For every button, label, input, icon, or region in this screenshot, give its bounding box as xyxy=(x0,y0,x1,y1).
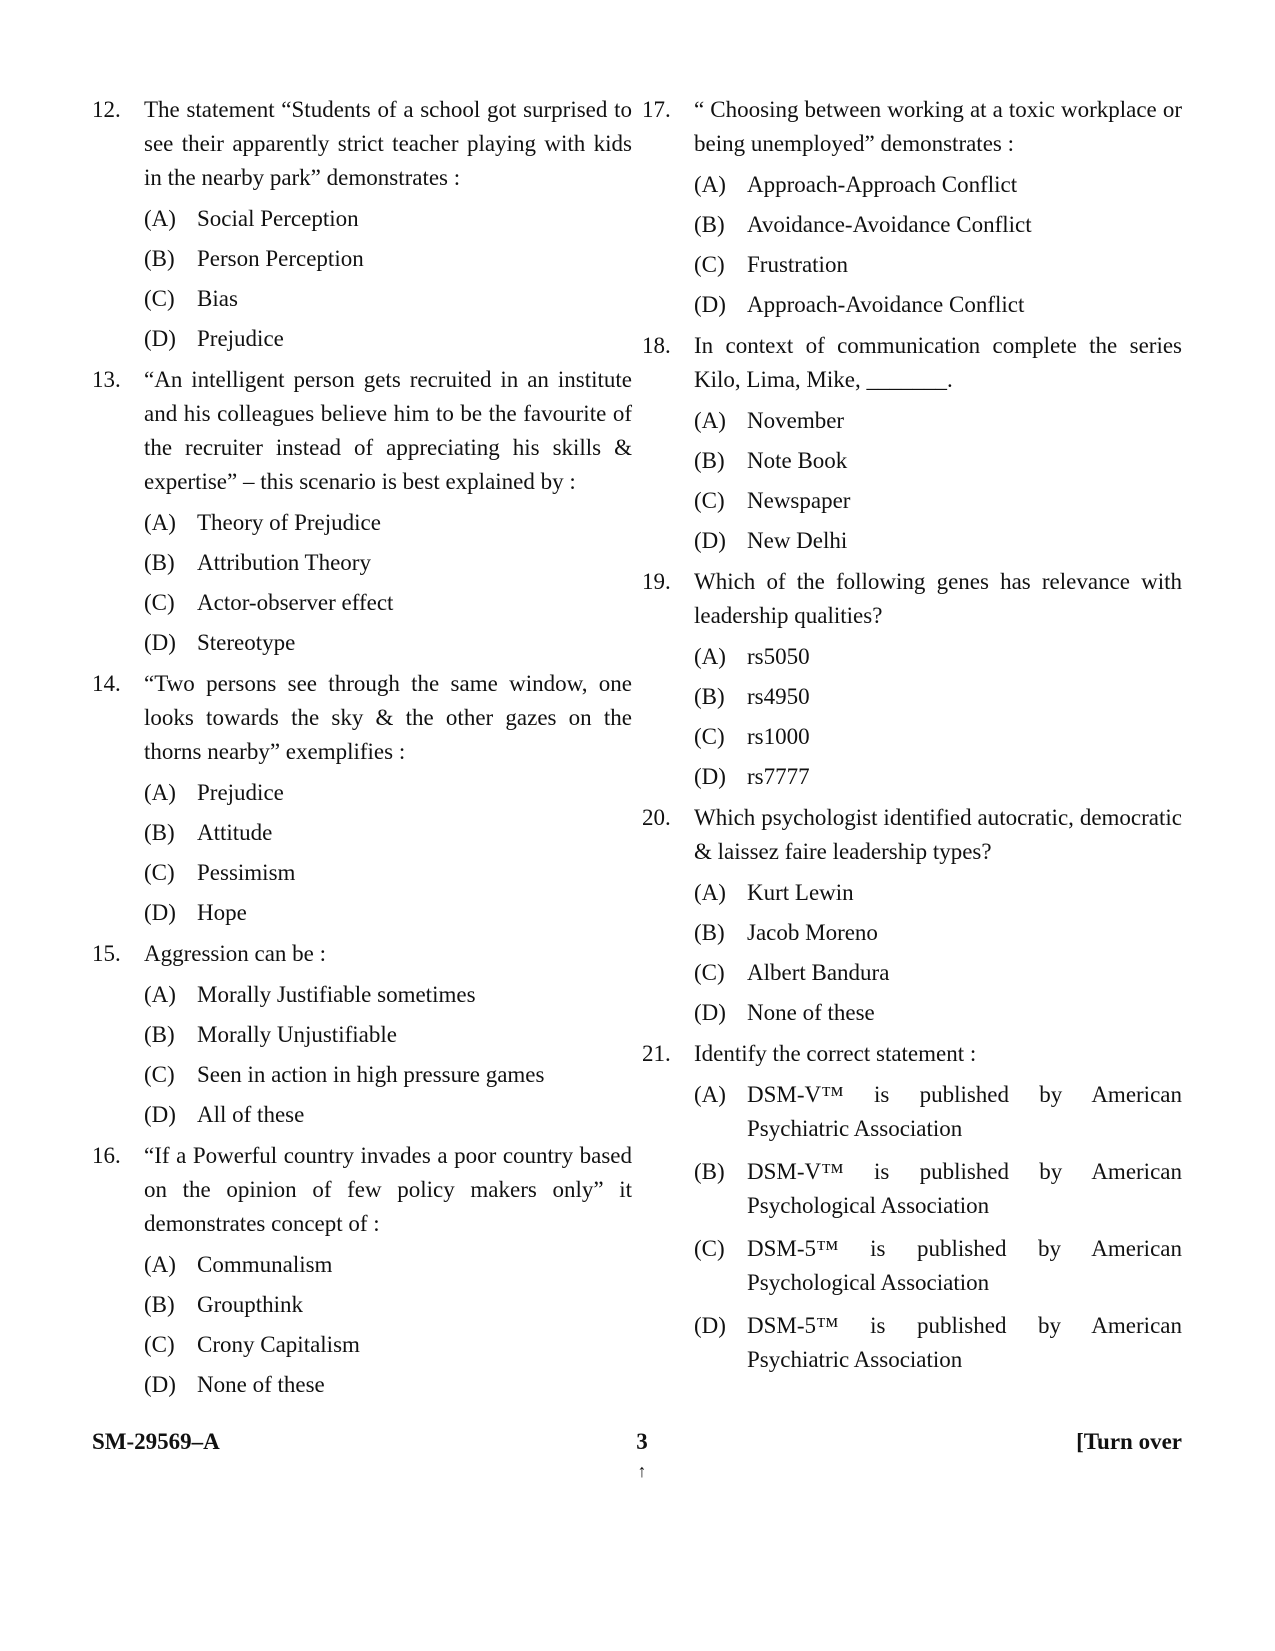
left-column xyxy=(92,93,632,1409)
option-c xyxy=(694,481,1182,521)
options-list xyxy=(144,773,632,933)
option-b xyxy=(144,813,632,853)
option-text: DSM-5™ is published by American Psychiatric Association xyxy=(747,1313,1182,1372)
option-c xyxy=(144,1055,632,1095)
option-a xyxy=(694,637,1182,677)
question-21 xyxy=(642,1037,1182,1383)
question-19 xyxy=(642,565,1182,797)
question-text: “An intelligent person gets recruited in an institute and his colleagues believe him to be the favourite of the recruiter instead of appreciating his skills & expertise” – this scenario is best explained by : xyxy=(144,367,632,494)
option-text: Jacob Moreno xyxy=(747,920,878,945)
option-d xyxy=(694,1306,1182,1383)
option-text: All of these xyxy=(197,1102,305,1127)
question-number: 21. xyxy=(642,1041,671,1066)
option-text: Prejudice xyxy=(197,326,284,351)
question-stem xyxy=(642,329,1182,397)
option-label: (A) xyxy=(694,644,726,669)
option-label: (B) xyxy=(144,820,175,845)
option-text: Approach-Approach Conflict xyxy=(747,172,1018,197)
option-text: None of these xyxy=(747,1000,875,1025)
option-d xyxy=(144,1095,632,1135)
option-d xyxy=(694,285,1182,325)
option-text: DSM-5™ is published by American Psychological Association xyxy=(747,1236,1182,1295)
question-13 xyxy=(92,363,632,663)
option-text: rs1000 xyxy=(747,724,810,749)
option-label: (C) xyxy=(144,590,175,615)
option-label: (A) xyxy=(694,408,726,433)
question-number: 15. xyxy=(92,941,121,966)
question-number: 16. xyxy=(92,1143,121,1168)
option-d xyxy=(694,757,1182,797)
option-label: (B) xyxy=(694,684,725,709)
question-text: Which of the following genes has relevance with leadership qualities? xyxy=(694,569,1182,628)
option-text: rs7777 xyxy=(747,764,810,789)
option-c xyxy=(694,1229,1182,1306)
option-a xyxy=(144,773,632,813)
question-stem xyxy=(642,1037,1182,1071)
question-text: Aggression can be : xyxy=(144,941,327,966)
option-b xyxy=(144,1285,632,1325)
option-c xyxy=(144,1325,632,1365)
turn-over-label: [Turn over xyxy=(1076,1429,1182,1454)
option-label: (B) xyxy=(144,1292,175,1317)
option-a xyxy=(694,165,1182,205)
option-c xyxy=(144,583,632,623)
up-arrow-icon: ↑ xyxy=(637,1461,647,1481)
option-label: (D) xyxy=(144,1372,176,1397)
option-d xyxy=(694,521,1182,561)
question-text: “If a Powerful country invades a poor country based on the opinion of few policy makers only” it demonstrates concept of : xyxy=(144,1143,632,1236)
option-label: (C) xyxy=(694,1236,725,1261)
option-d xyxy=(144,1365,632,1405)
option-c xyxy=(694,953,1182,993)
option-text: Theory of Prejudice xyxy=(197,510,381,535)
option-text: Hope xyxy=(197,900,247,925)
option-a xyxy=(694,401,1182,441)
option-label: (B) xyxy=(694,448,725,473)
option-text: New Delhi xyxy=(747,528,848,553)
option-text: Crony Capitalism xyxy=(197,1332,360,1357)
options-list xyxy=(694,637,1182,797)
option-text: Prejudice xyxy=(197,780,284,805)
question-stem xyxy=(92,1139,632,1241)
option-a xyxy=(144,975,632,1015)
option-d xyxy=(144,623,632,663)
option-c xyxy=(144,279,632,319)
option-label: (D) xyxy=(694,764,726,789)
option-label: (C) xyxy=(144,286,175,311)
option-label: (D) xyxy=(694,528,726,553)
question-17 xyxy=(642,93,1182,325)
question-15 xyxy=(92,937,632,1135)
option-text: DSM-V™ is published by American Psychiatric Association xyxy=(747,1082,1182,1141)
option-label: (D) xyxy=(694,1313,726,1338)
option-text: Actor-observer effect xyxy=(197,590,394,615)
question-number: 18. xyxy=(642,333,671,358)
question-text: The statement “Students of a school got surprised to see their apparently strict teacher playing with kids in the nearby park” demonstrates : xyxy=(144,97,632,190)
option-label: (A) xyxy=(144,1252,176,1277)
options-list xyxy=(144,503,632,663)
question-stem xyxy=(642,801,1182,869)
option-label: (C) xyxy=(144,860,175,885)
option-b xyxy=(144,1015,632,1055)
option-label: (D) xyxy=(144,1102,176,1127)
question-18 xyxy=(642,329,1182,561)
option-label: (D) xyxy=(694,1000,726,1025)
options-list xyxy=(144,199,632,359)
right-column xyxy=(642,93,1182,1387)
option-a xyxy=(144,503,632,543)
option-label: (A) xyxy=(144,780,176,805)
option-label: (C) xyxy=(144,1062,175,1087)
question-text: In context of communication complete the series Kilo, Lima, Mike, _______. xyxy=(694,333,1182,392)
option-c xyxy=(694,245,1182,285)
option-label: (B) xyxy=(144,246,175,271)
question-stem xyxy=(92,363,632,499)
option-a xyxy=(144,1245,632,1285)
question-12 xyxy=(92,93,632,359)
question-text: Identify the correct statement : xyxy=(694,1041,977,1066)
options-list xyxy=(694,401,1182,561)
option-d xyxy=(694,993,1182,1033)
option-text: Albert Bandura xyxy=(747,960,890,985)
option-b xyxy=(694,205,1182,245)
option-label: (A) xyxy=(144,206,176,231)
option-text: rs4950 xyxy=(747,684,810,709)
question-number: 20. xyxy=(642,805,671,830)
option-label: (D) xyxy=(144,326,176,351)
option-text: Approach-Avoidance Conflict xyxy=(747,292,1025,317)
option-label: (C) xyxy=(694,724,725,749)
option-text: Attitude xyxy=(197,820,273,845)
option-text: Bias xyxy=(197,286,238,311)
option-label: (C) xyxy=(694,488,725,513)
option-label: (D) xyxy=(144,630,176,655)
option-c xyxy=(144,853,632,893)
option-text: Person Perception xyxy=(197,246,364,271)
option-label: (B) xyxy=(694,920,725,945)
option-text: Note Book xyxy=(747,448,848,473)
option-text: Groupthink xyxy=(197,1292,304,1317)
question-14 xyxy=(92,667,632,933)
option-a xyxy=(144,199,632,239)
option-label: (A) xyxy=(144,982,176,1007)
options-list xyxy=(694,873,1182,1033)
question-16 xyxy=(92,1139,632,1405)
option-label: (D) xyxy=(694,292,726,317)
paper-code: SM-29569–A xyxy=(92,1429,220,1454)
option-label: (D) xyxy=(144,900,176,925)
question-text: “Two persons see through the same window, one looks towards the sky & the other gazes on the thorns nearby” exemplifies : xyxy=(144,671,632,764)
option-b xyxy=(144,543,632,583)
option-label: (B) xyxy=(144,1022,175,1047)
option-label: (B) xyxy=(694,1159,725,1184)
question-text: “ Choosing between working at a toxic workplace or being unemployed” demonstrates : xyxy=(694,97,1182,156)
option-text: Newspaper xyxy=(747,488,851,513)
option-b xyxy=(144,239,632,279)
page-number: 3 xyxy=(636,1429,648,1454)
option-text: Seen in action in high pressure games xyxy=(197,1062,545,1087)
option-a xyxy=(694,1075,1182,1152)
question-stem xyxy=(642,93,1182,161)
option-b xyxy=(694,677,1182,717)
option-label: (C) xyxy=(694,960,725,985)
question-stem xyxy=(92,937,632,971)
option-b xyxy=(694,441,1182,481)
option-label: (B) xyxy=(694,212,725,237)
option-label: (C) xyxy=(694,252,725,277)
option-c xyxy=(694,717,1182,757)
option-label: (B) xyxy=(144,550,175,575)
question-number: 14. xyxy=(92,671,121,696)
option-text: rs5050 xyxy=(747,644,810,669)
option-text: DSM-V™ is published by American Psychological Association xyxy=(747,1159,1182,1218)
option-d xyxy=(144,319,632,359)
question-stem xyxy=(92,93,632,195)
option-d xyxy=(144,893,632,933)
question-text: Which psychologist identified autocratic, democratic & laissez faire leadership types? xyxy=(694,805,1182,864)
question-number: 19. xyxy=(642,569,671,594)
option-text: Kurt Lewin xyxy=(747,880,854,905)
option-label: (A) xyxy=(694,1082,726,1107)
option-text: None of these xyxy=(197,1372,325,1397)
options-list xyxy=(694,1075,1182,1383)
option-text: Morally Unjustifiable xyxy=(197,1022,397,1047)
question-number: 13. xyxy=(92,367,121,392)
question-stem xyxy=(92,667,632,769)
option-text: Social Perception xyxy=(197,206,359,231)
option-label: (C) xyxy=(144,1332,175,1357)
option-b xyxy=(694,1152,1182,1229)
options-list xyxy=(694,165,1182,325)
options-list xyxy=(144,975,632,1135)
option-text: Communalism xyxy=(197,1252,333,1277)
page-footer xyxy=(92,1425,1182,1481)
option-a xyxy=(694,873,1182,913)
option-label: (A) xyxy=(144,510,176,535)
option-label: (A) xyxy=(694,880,726,905)
option-text: November xyxy=(747,408,845,433)
option-text: Stereotype xyxy=(197,630,296,655)
option-text: Attribution Theory xyxy=(197,550,371,575)
option-label: (A) xyxy=(694,172,726,197)
options-list xyxy=(144,1245,632,1405)
question-20 xyxy=(642,801,1182,1033)
option-text: Morally Justifiable sometimes xyxy=(197,982,476,1007)
question-stem xyxy=(642,565,1182,633)
option-text: Avoidance-Avoidance Conflict xyxy=(747,212,1032,237)
option-text: Frustration xyxy=(747,252,848,277)
option-text: Pessimism xyxy=(197,860,296,885)
question-number: 12. xyxy=(92,97,121,122)
option-b xyxy=(694,913,1182,953)
question-number: 17. xyxy=(642,97,671,122)
